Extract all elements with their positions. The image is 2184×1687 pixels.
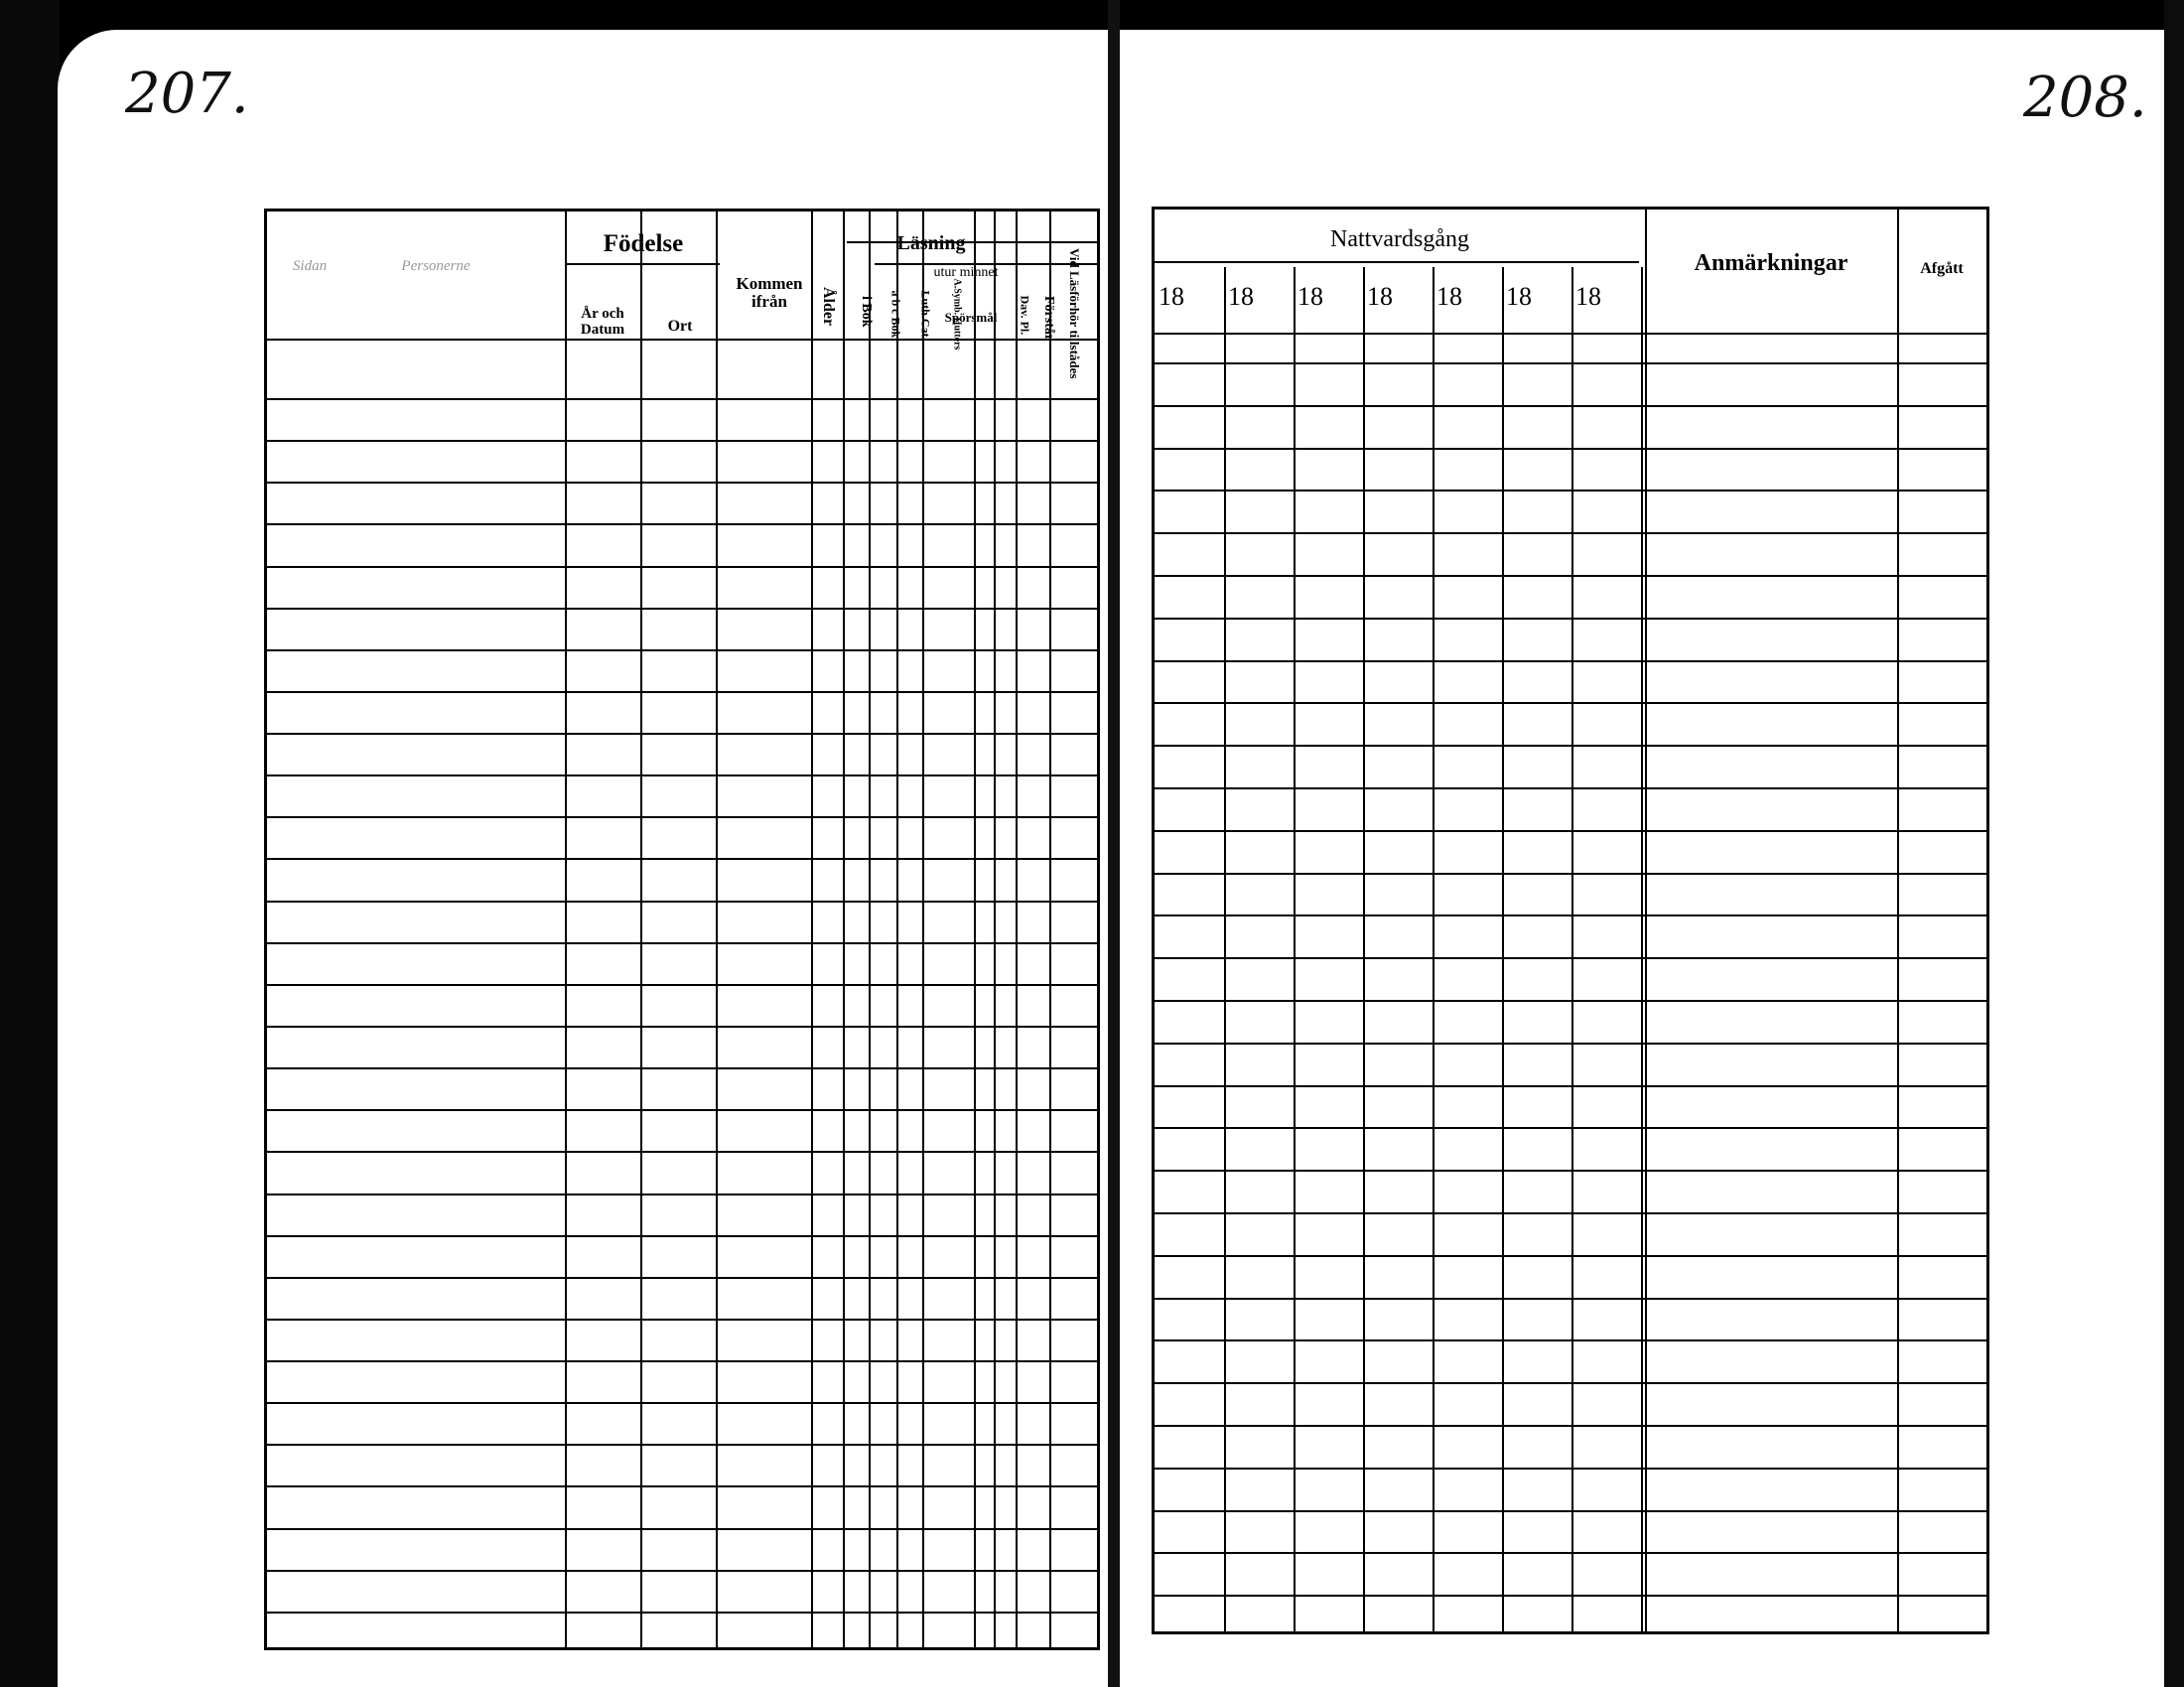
row-rule (1155, 575, 1986, 577)
row-rule (1155, 873, 1986, 875)
row-rule (1155, 660, 1986, 662)
communion-year-4: 18 (1367, 282, 1393, 311)
row-rule (1155, 1595, 1986, 1597)
row-rule (1155, 702, 1986, 704)
column-rule (640, 211, 642, 1647)
row-rule (267, 482, 1097, 484)
column-rule (565, 211, 567, 1647)
row-rule (1155, 1127, 1986, 1129)
row-rule (1155, 745, 1986, 747)
header-in-book: i Bok (859, 296, 874, 328)
row-rule (1155, 1339, 1986, 1341)
communion-year-2: 18 (1228, 282, 1254, 311)
row-rule (267, 1319, 1097, 1321)
header-catechism: Luth.Cat. (918, 290, 933, 341)
row-rule (267, 1026, 1097, 1028)
row-rule (267, 649, 1097, 651)
book-gutter (1108, 0, 1120, 1687)
row-rule (267, 901, 1097, 903)
column-rule (1645, 210, 1647, 1631)
row-rule (267, 398, 1097, 400)
column-rule (994, 211, 996, 1647)
row-rule (1155, 1382, 1986, 1384)
left-register-table (264, 209, 1100, 1650)
row-rule (267, 566, 1097, 568)
row-rule (1155, 787, 1986, 789)
row-rule (1155, 1000, 1986, 1002)
header-rule (847, 241, 1097, 243)
row-rule (267, 1612, 1097, 1614)
row-rule (267, 1277, 1097, 1279)
header-questions: Spörsmål (944, 310, 998, 325)
row-rule (267, 1194, 1097, 1195)
row-rule (267, 1528, 1097, 1530)
row-rule (267, 691, 1097, 693)
header-abc-book: a b c Bok (888, 290, 903, 339)
row-rule (267, 1485, 1097, 1487)
communion-year-3: 18 (1297, 282, 1323, 311)
row-rule (1155, 490, 1986, 492)
row-rule (1155, 1468, 1986, 1470)
row-rule (1155, 914, 1986, 916)
header-symbol: A.Symb. Hutters (951, 278, 963, 351)
column-rule (1049, 211, 1051, 1647)
column-rule (974, 211, 976, 1647)
header-understanding: Förstår (1041, 296, 1056, 342)
row-rule (1155, 830, 1986, 832)
column-rule (843, 211, 845, 1647)
row-rule (267, 1067, 1097, 1069)
row-rule (267, 733, 1097, 735)
page-number-left: 207. (125, 62, 249, 126)
row-rule (267, 440, 1097, 442)
header-communion: Nattvardsgång (1330, 226, 1469, 252)
header-reading: Läsning (896, 232, 966, 254)
row-rule (267, 1151, 1097, 1153)
row-rule (267, 774, 1097, 776)
header-departed: Afgått (1920, 260, 1964, 277)
header-by-heart: utur minnet (933, 265, 999, 280)
communion-year-5: 18 (1436, 282, 1462, 311)
row-rule (1155, 957, 1986, 959)
row-rule (267, 942, 1097, 944)
book-spine-left (0, 0, 60, 1687)
row-rule (267, 1402, 1097, 1404)
row-rule (267, 1360, 1097, 1362)
row-rule (1155, 362, 1986, 364)
communion-year-7: 18 (1575, 282, 1601, 311)
page-number-right: 208. (2023, 66, 2147, 130)
row-rule (1155, 448, 1986, 450)
row-rule (1155, 618, 1986, 620)
header-age: Ålder (820, 287, 837, 327)
column-rule (896, 211, 898, 1647)
header-sidan: Sidan (292, 258, 328, 274)
row-rule (267, 816, 1097, 818)
row-rule (1155, 1212, 1986, 1214)
row-rule (1155, 1170, 1986, 1172)
column-rule (716, 211, 718, 1647)
row-rule (1155, 1298, 1986, 1300)
header-came-from: Kommen ifrån (736, 274, 803, 311)
book-edge-right (2164, 0, 2184, 1687)
column-rule (1897, 210, 1899, 1631)
header-confirmation: Vid Läsförhör tillstådes (1067, 248, 1082, 379)
communion-year-1: 18 (1159, 282, 1184, 311)
row-rule (1155, 1425, 1986, 1427)
header-psalms: Dav. Pl. (1018, 295, 1032, 336)
header-bottom-rule (1155, 333, 1986, 335)
header-personerne: Personerne (401, 258, 471, 274)
row-rule (267, 984, 1097, 986)
header-rule (1155, 261, 1639, 263)
row-rule (267, 608, 1097, 610)
row-rule (1155, 1255, 1986, 1257)
row-rule (1155, 1552, 1986, 1554)
header-rule (875, 263, 1097, 265)
row-rule (1155, 532, 1986, 534)
column-rule (922, 211, 924, 1647)
column-rule (869, 211, 871, 1647)
row-rule (1155, 1043, 1986, 1045)
header-rule (565, 263, 720, 265)
row-rule (267, 1444, 1097, 1446)
header-birth-place: Ort (667, 318, 693, 335)
row-rule (1155, 405, 1986, 407)
header-birth: Födelse (603, 230, 684, 257)
row-rule (1155, 1085, 1986, 1087)
header-remarks: Anmärkningar (1694, 250, 1848, 276)
row-rule (1155, 1510, 1986, 1512)
right-register-table (1152, 207, 1989, 1634)
column-rule (1016, 211, 1018, 1647)
right-page (1120, 30, 2164, 1687)
column-rule (811, 211, 813, 1647)
row-rule (267, 1235, 1097, 1237)
row-rule (267, 523, 1097, 525)
header-bottom-rule (267, 339, 1097, 341)
row-rule (267, 858, 1097, 860)
left-page (58, 30, 1108, 1687)
row-rule (267, 1570, 1097, 1572)
row-rule (267, 1109, 1097, 1111)
communion-year-6: 18 (1506, 282, 1532, 311)
header-birth-date: År och Datum (580, 306, 625, 338)
